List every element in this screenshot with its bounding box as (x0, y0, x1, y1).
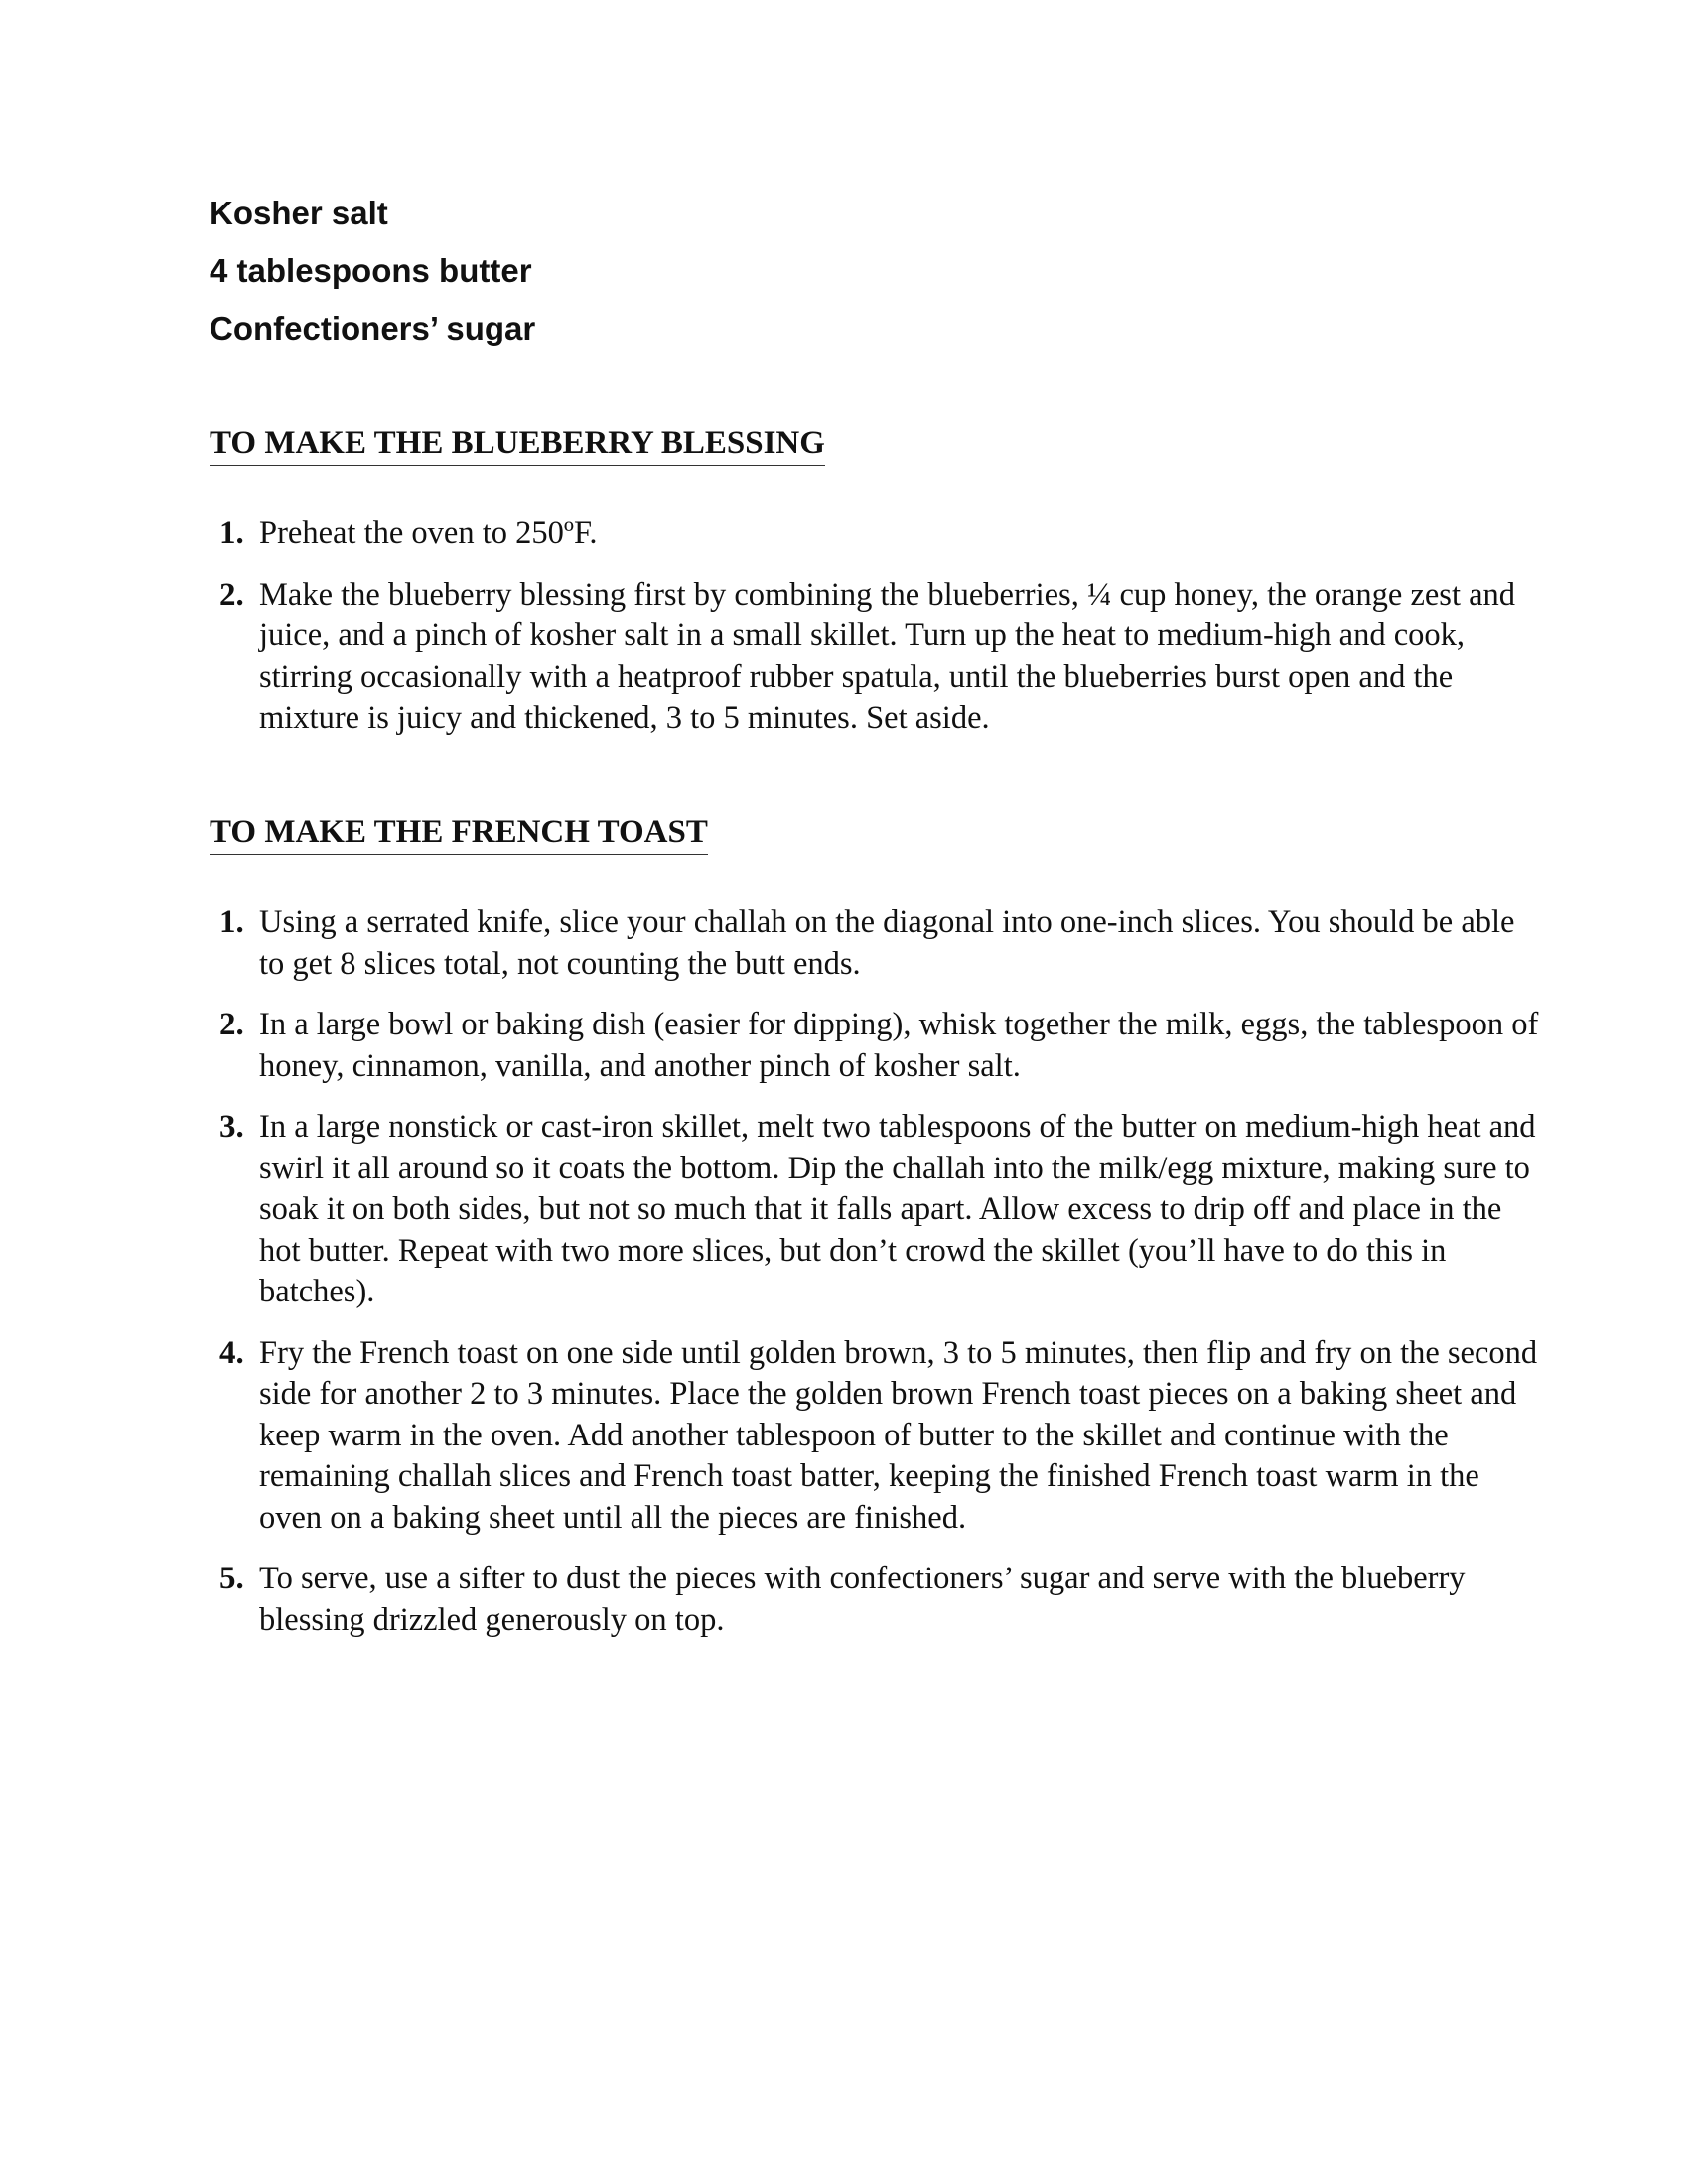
step-list (210, 513, 1516, 740)
step-text: In a large nonstick or cast-iron skillet, melt two tablespoons of the butter on medium-high heat and swirl it all around so it coats the bottom. Dip the challah into the milk/egg mixture, making sure to soak it on both sides, but not so much that it falls apart. Allow excess to drip off and place in the hot butter. Repeat with two more slices, but don’t crowd the skillet (you’ll have to do this in batches). (259, 1109, 1536, 1309)
step-text: Make the blueberry blessing first by combining the blueberries, ¼ cup honey, the orange zest and juice, and a pinch of kosher salt in a small skillet. Turn up the heat to medium-high and cook, stirring occasionally with a heatproof rubber spatula, until the blueberries burst open and the mixture is juicy and thickened, 3 to 5 minutes. Set aside. (259, 576, 1516, 736)
step-item (210, 1107, 1540, 1313)
step-number: 2. (219, 1007, 244, 1042)
step-text: To serve, use a sifter to dust the pieces with confectioners’ sugar and serve with the blueberry blessing drizzled generously on top. (259, 1561, 1466, 1638)
step-list (210, 902, 1539, 1641)
step-number: 1. (219, 515, 244, 551)
step-text: Using a serrated knife, slice your challah on the diagonal into one-inch slices. You should be able to get 8 slices total, not counting the butt ends. (259, 904, 1515, 982)
step-number: 2. (219, 576, 244, 613)
section-heading: TO MAKE THE BLUEBERRY BLESSING (210, 423, 825, 466)
step-item (210, 902, 1540, 985)
ingredient-item: Kosher salt (210, 195, 388, 231)
step-item (210, 575, 1540, 740)
ingredient-item: 4 tablespoons butter (210, 252, 532, 289)
step-number: 5. (219, 1561, 244, 1596)
ingredient-item: Confectioners’ sugar (210, 310, 536, 346)
step-number: 3. (219, 1109, 244, 1145)
step-number: 1. (219, 904, 244, 940)
step-item (210, 1333, 1540, 1540)
step-item (210, 1005, 1540, 1087)
step-text: Fry the French toast on one side until golden brown, 3 to 5 minutes, then flip and fry on the second side for another 2 to 3 minutes. Place the golden brown French toast pieces on a baking sheet and keep warm in the oven. Add another tablespoon of butter to the skillet and continue with the remaining challah slices and French toast batter, keeping the finished French toast warm in the oven on a baking sheet until all the pieces are finished. (259, 1334, 1538, 1536)
blueberry-blessing-section (210, 423, 1516, 759)
step-text: In a large bowl or baking dish (easier for dipping), whisk together the milk, eggs, the tablespoon of honey, cinnamon, vanilla, and another pinch of kosher salt. (259, 1007, 1539, 1084)
french-toast-section (210, 812, 1539, 1661)
step-item (210, 1559, 1540, 1641)
section-heading: TO MAKE THE FRENCH TOAST (210, 812, 708, 855)
ingredient-list (210, 195, 1401, 367)
step-item (210, 513, 1540, 555)
step-number: 4. (219, 1334, 244, 1371)
step-text: Preheat the oven to 250ºF. (259, 515, 598, 551)
